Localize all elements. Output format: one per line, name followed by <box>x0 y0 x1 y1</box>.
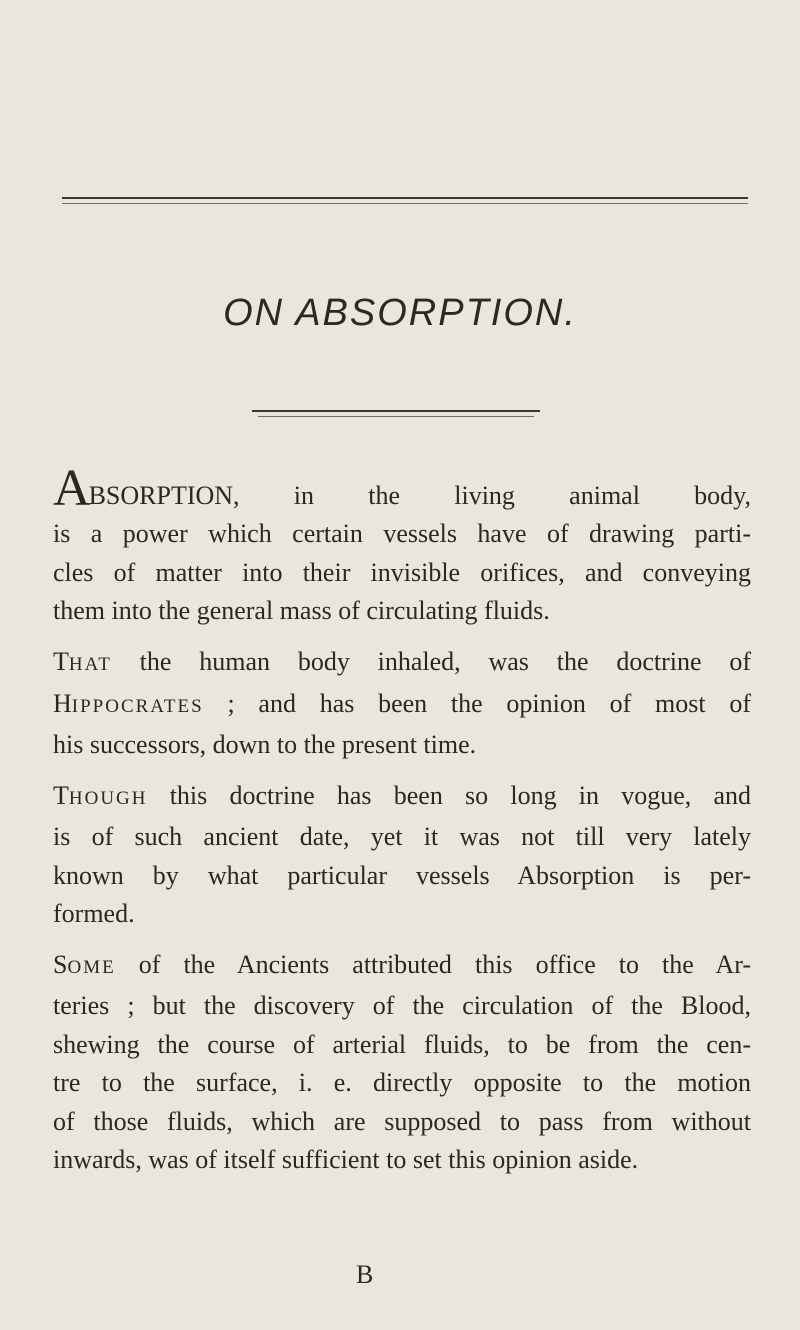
text-line: HIPPOCRATES ; and has been the opinion of most of <box>53 688 751 718</box>
paragraph-4 <box>53 946 751 1179</box>
page-title: ON ABSORPTION. <box>223 292 577 334</box>
title-divider-rule <box>252 410 540 412</box>
text-line: them into the general mass of circulating fluids. <box>53 596 550 626</box>
signature-mark: B <box>356 1260 374 1289</box>
body-text <box>53 460 751 1179</box>
text-line: THAT the human body inhaled, was the doctrine of <box>53 647 751 677</box>
text-line: known by what particular vessels Absorption is per- <box>53 860 751 890</box>
top-double-rule-inner <box>62 203 748 204</box>
paragraph-3 <box>53 777 751 934</box>
small-caps-word: OME <box>67 956 116 978</box>
text-line: of those fluids, which are supposed to pass from without <box>53 1106 751 1136</box>
small-caps-word: HOUGH <box>68 787 148 809</box>
small-caps-word: HAT <box>68 654 112 676</box>
text-line: THOUGH this doctrine has been so long in vogue, and <box>53 780 751 810</box>
text-line: inwards, was of itself sufficient to set this opinion aside. <box>53 1145 639 1174</box>
text-line: is of such ancient date, yet it was not till very lately <box>53 822 751 852</box>
text-line: his successors, down to the present time. <box>53 729 477 759</box>
text-line: teries ; but the discovery of the circulation of the Blood, <box>53 991 751 1021</box>
lead-letter: S <box>53 949 68 979</box>
text-line: SOME of the Ancients attributed this office to the Ar- <box>53 949 751 979</box>
text-line: ABSORPTION, in the living animal body, <box>53 460 751 517</box>
text-line: shewing the course of arterial fluids, to be from the cen- <box>53 1029 751 1059</box>
small-caps-name: HIPPOCRATES <box>53 688 204 718</box>
lead-word-rest: BSORPTION, <box>88 481 240 510</box>
text-line: cles of matter into their invisible orifices, and conveying <box>53 557 751 587</box>
drop-cap: A <box>53 460 91 517</box>
text-line: tre to the surface, i. e. directly opposite to the motion <box>53 1068 751 1098</box>
lead-letter: T <box>53 647 69 677</box>
lead-letter: T <box>53 780 69 810</box>
text-line: formed. <box>53 899 135 929</box>
text-line: is a power which certain vessels have of drawing parti- <box>53 519 751 549</box>
top-double-rule <box>62 197 748 199</box>
title-divider-rule-inner <box>258 416 534 417</box>
paragraph-1 <box>53 460 751 631</box>
paragraph-2 <box>53 643 751 764</box>
